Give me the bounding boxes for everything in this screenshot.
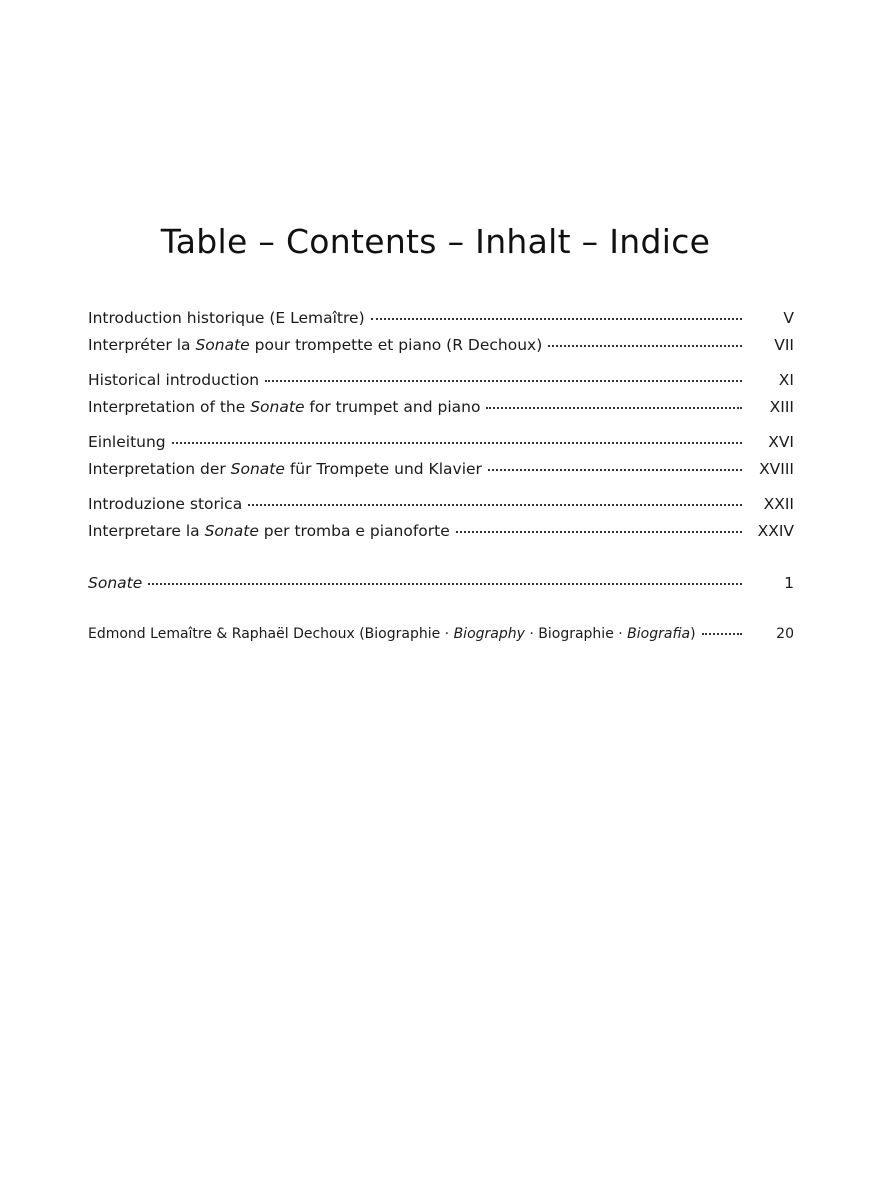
dot-leader <box>172 441 742 444</box>
toc-page-number: XVI <box>768 433 794 451</box>
toc-entry-biography[interactable] <box>88 626 794 653</box>
toc-entry-label: Interpretare la Sonate per tromba e pianoforte <box>88 522 450 540</box>
dot-leader <box>456 530 742 533</box>
toc-page-number: V <box>783 309 794 327</box>
toc-entry[interactable] <box>88 371 794 398</box>
dot-leader <box>488 468 742 471</box>
toc-page-number: XIII <box>769 398 794 416</box>
dot-leader <box>248 503 742 506</box>
toc-page-number: 20 <box>776 626 794 642</box>
toc-page-number: XI <box>778 371 794 389</box>
toc-page-number: 1 <box>784 574 794 592</box>
dot-leader <box>702 632 742 635</box>
toc-entry-label: Interpretation der Sonate für Trompete und Klavier <box>88 460 482 478</box>
dot-leader <box>548 344 742 347</box>
toc-entry[interactable] <box>88 433 794 460</box>
toc-entry-label: Historical introduction <box>88 371 260 389</box>
toc-entry-sonate[interactable] <box>88 574 794 601</box>
toc-entry-label: Interpréter la Sonate pour trompette et piano (R Dechoux) <box>88 336 543 354</box>
toc-page-number: XXII <box>763 495 794 513</box>
dot-leader <box>148 582 742 585</box>
toc-page-number: VII <box>774 336 794 354</box>
dot-leader <box>486 406 742 409</box>
toc-entry[interactable] <box>88 398 794 425</box>
dot-leader <box>265 379 742 382</box>
toc-entry[interactable] <box>88 522 794 549</box>
toc-entry-label: Edmond Lemaître & Raphaël Dechoux (Biographie · Biography · Biographie · Biografia) <box>88 626 696 642</box>
toc-entry-label: Introduction historique (E Lemaître) <box>88 309 365 327</box>
page-title: Table – Contents – Inhalt – Indice <box>160 222 711 261</box>
dot-leader <box>371 317 742 320</box>
toc-entry-label: Sonate <box>88 574 143 592</box>
toc-entry-label: Interpretation of the Sonate for trumpet and piano <box>88 398 481 416</box>
toc-entry[interactable] <box>88 495 794 522</box>
table-of-contents <box>88 309 794 653</box>
toc-entry[interactable] <box>88 336 794 363</box>
toc-entry-label: Einleitung <box>88 433 166 451</box>
toc-entry[interactable] <box>88 460 794 487</box>
toc-page-number: XVIII <box>759 460 794 478</box>
toc-page-number: XXIV <box>757 522 794 540</box>
toc-entry[interactable] <box>88 309 794 336</box>
toc-entry-label: Introduzione storica <box>88 495 243 513</box>
